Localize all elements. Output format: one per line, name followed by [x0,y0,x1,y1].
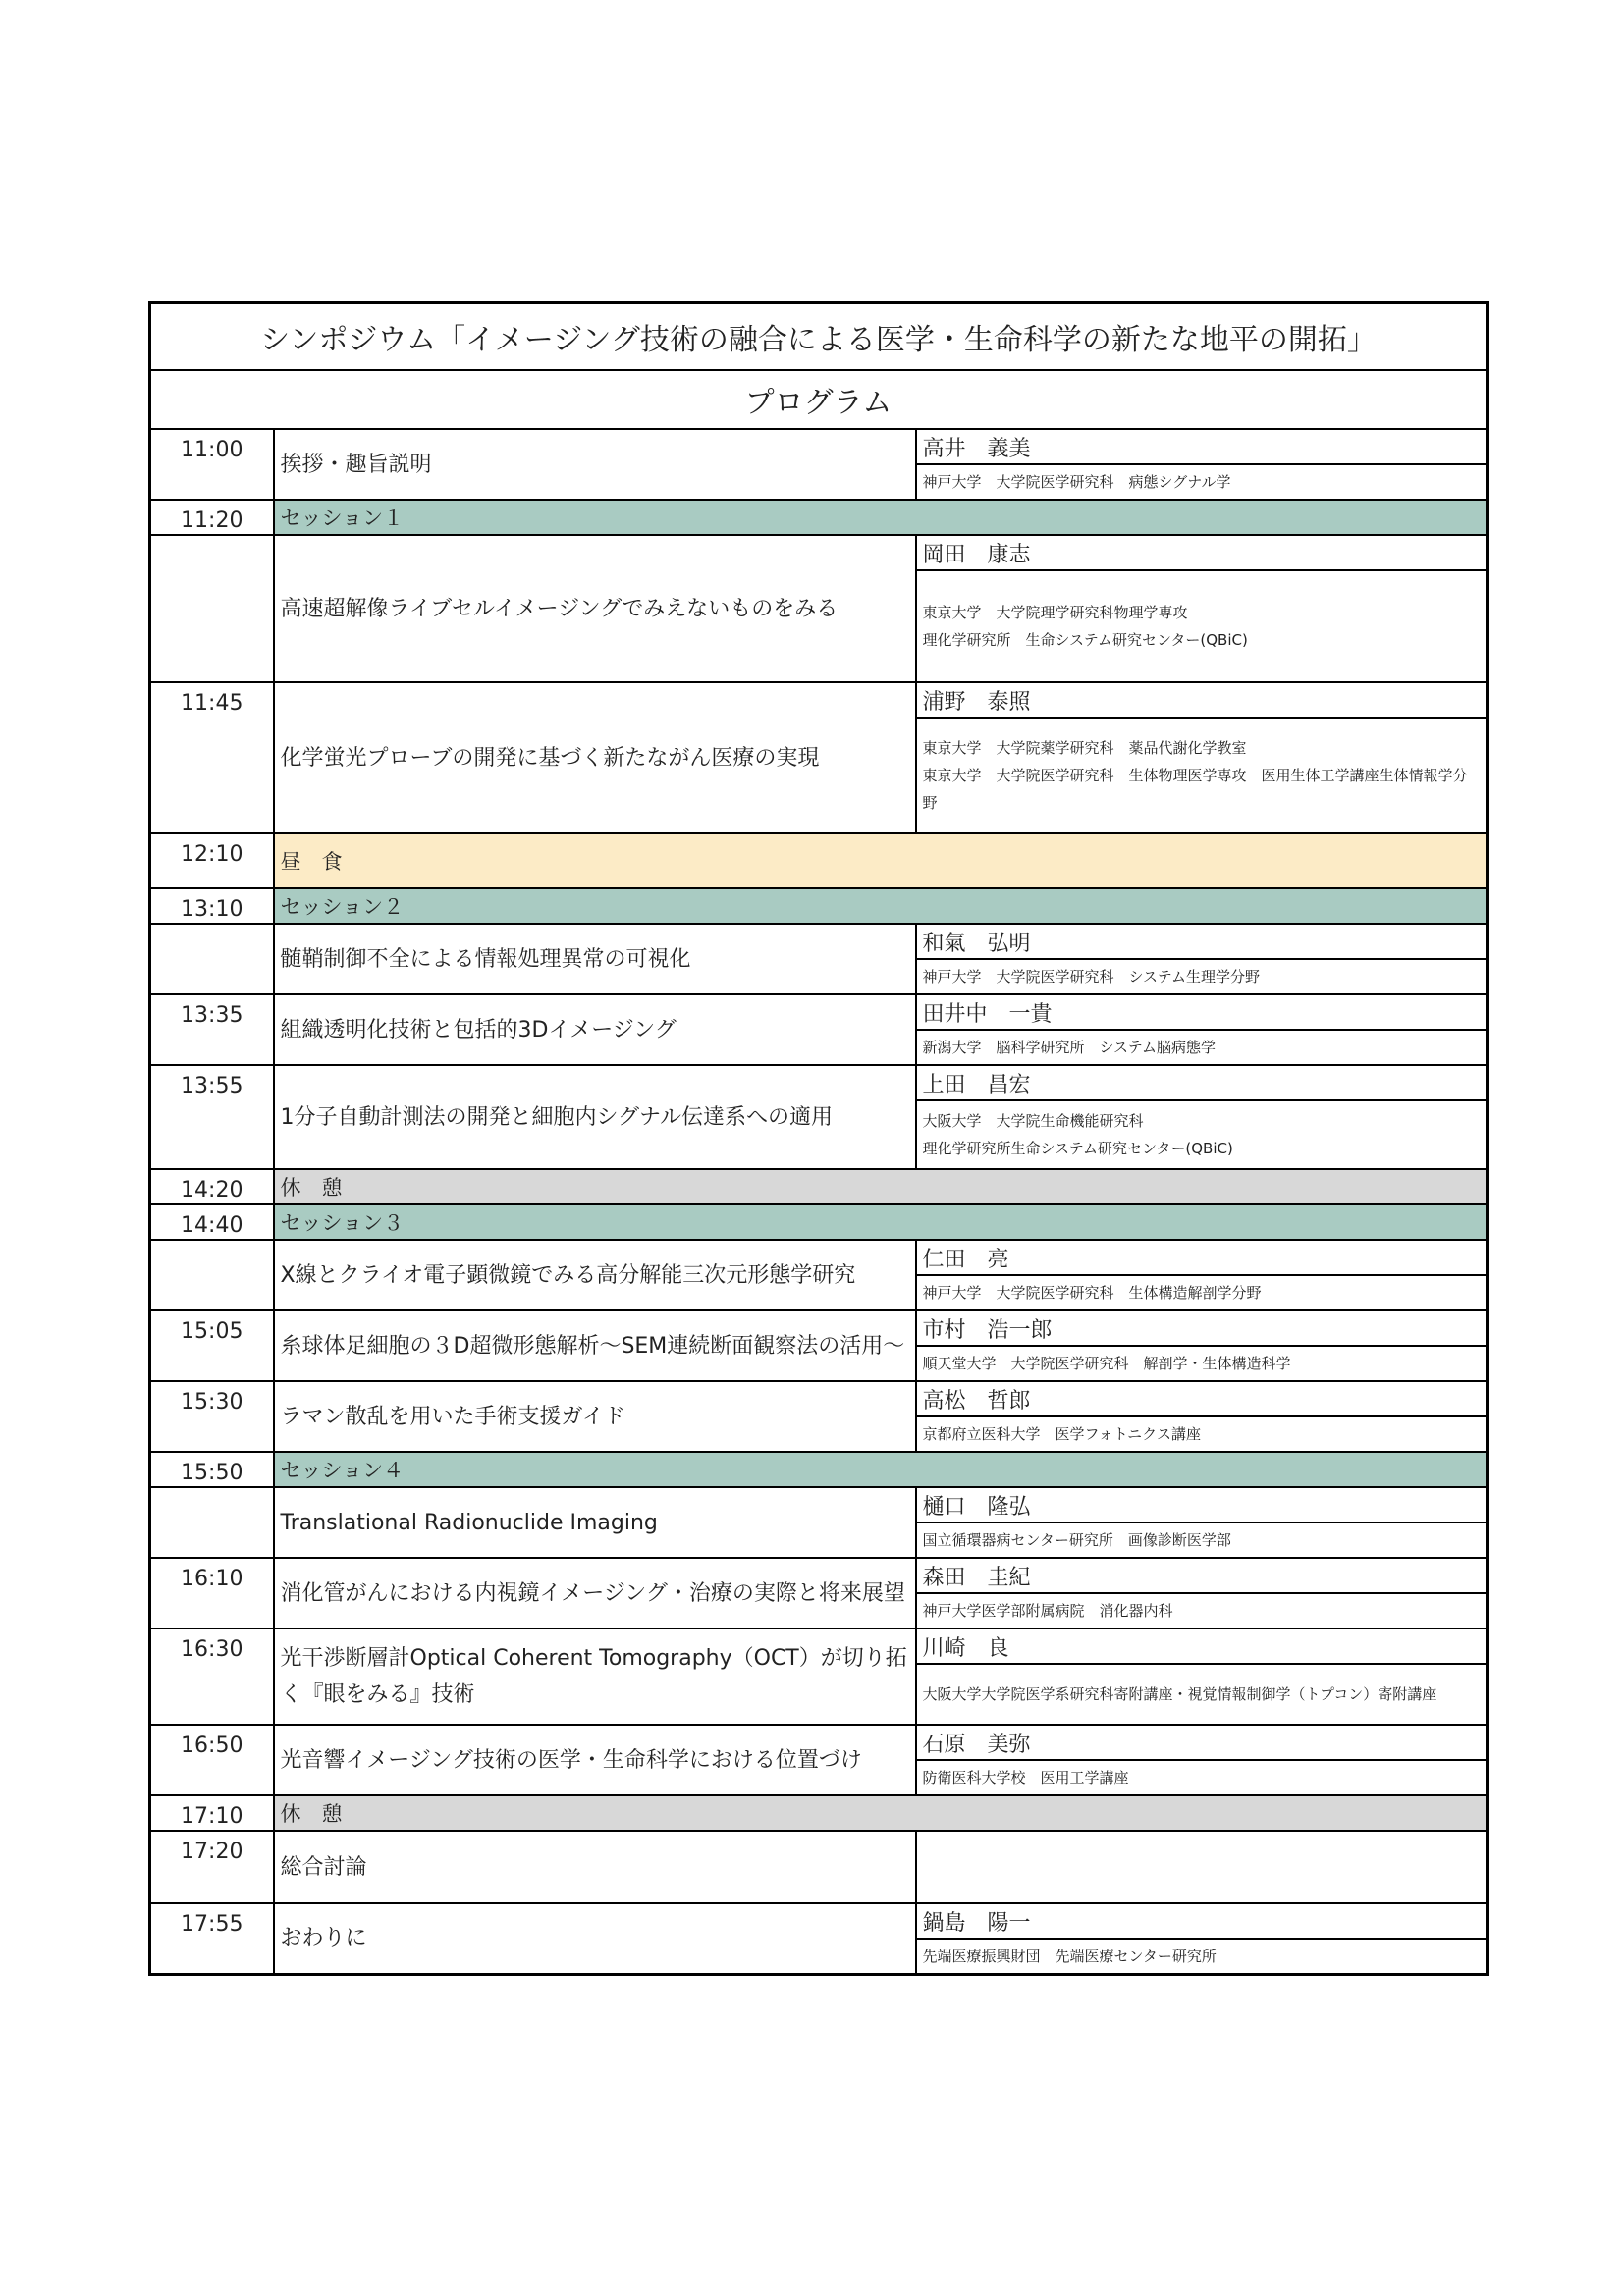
session-label: セッション４ [274,1452,1488,1487]
program-row [150,1240,1488,1275]
affiliation-line: 神戸大学 大学院医学研究科 病態シグナル学 [922,473,1231,491]
time-cell: 16:50 [150,1725,274,1795]
speaker-affiliation [916,1416,1488,1452]
time-cell: 14:20 [150,1169,274,1204]
speaker-name: 樋口 隆弘 [916,1487,1488,1522]
time-cell: 11:20 [150,500,274,535]
program-heading: プログラム [150,370,1488,429]
break-label: 休 憩 [274,1169,1488,1204]
talk-title: 光音響イメージング技術の医学・生命科学における位置づけ [274,1725,916,1795]
talk-title: 高速超解像ライブセルイメージングでみえないものをみる [274,535,916,682]
time-cell: 17:55 [150,1903,274,1974]
speaker-affiliation [916,1346,1488,1381]
speaker-name: 石原 美弥 [916,1725,1488,1760]
speaker-name: 高松 哲郎 [916,1381,1488,1416]
break-label: 休 憩 [274,1795,1488,1831]
time-cell: 13:35 [150,994,274,1065]
program-row [150,1903,1488,1939]
affiliation-line: 大阪大学大学院医学系研究科寄附講座・視覚情報制御学（トプコン）寄附講座 [922,1685,1437,1703]
speaker-affiliation [916,570,1488,682]
time-cell: 14:40 [150,1204,274,1240]
affiliation-line: 神戸大学 大学院医学研究科 生体構造解剖学分野 [922,1284,1262,1302]
speaker-name: 和氣 弘明 [916,924,1488,959]
time-cell [150,1487,274,1558]
time-cell: 16:30 [150,1629,274,1725]
time-cell: 15:05 [150,1310,274,1381]
time-cell: 12:10 [150,833,274,888]
time-cell: 15:30 [150,1381,274,1452]
speaker-affiliation [916,1100,1488,1169]
speaker-affiliation [916,464,1488,500]
program-row [150,1487,1488,1522]
speaker-name: 浦野 泰照 [916,682,1488,718]
speaker-affiliation [916,1275,1488,1310]
talk-title: 1分子自動計測法の開発と細胞内シグナル伝達系への適用 [274,1065,916,1169]
affiliation-line: 東京大学 大学院理学研究科物理学専攻 [922,604,1188,621]
session-row [150,1452,1488,1487]
empty-cell [916,1831,1488,1903]
program-row [150,994,1488,1030]
program-table [148,301,1489,1976]
break-row [150,1795,1488,1831]
speaker-affiliation [916,959,1488,994]
time-cell [150,535,274,682]
talk-title: 挨拶・趣旨説明 [274,429,916,500]
lunch-row [150,833,1488,888]
affiliation-line: 理化学研究所生命システム研究センター(QBiC) [922,1140,1233,1157]
speaker-name: 市村 浩一郎 [916,1310,1488,1346]
affiliation-line: 神戸大学 大学院医学研究科 システム生理学分野 [922,968,1261,986]
talk-title: 髄鞘制御不全による情報処理異常の可視化 [274,924,916,994]
time-cell: 11:45 [150,682,274,833]
program-row [150,1831,1488,1903]
lunch-label: 昼 食 [274,833,1488,888]
speaker-name: 森田 圭紀 [916,1558,1488,1593]
speaker-name: 高井 義美 [916,429,1488,464]
talk-title: 総合討論 [274,1831,916,1903]
talk-title: 組織透明化技術と包括的3Dイメージング [274,994,916,1065]
session-row [150,1204,1488,1240]
symposium-title: シンポジウム「イメージング技術の融合による医学・生命科学の新たな地平の開拓」 [150,303,1488,371]
speaker-name: 鍋島 陽一 [916,1903,1488,1939]
talk-title: 糸球体足細胞の３D超微形態解析～SEM連続断面観察法の活用～ [274,1310,916,1381]
talk-title: Translational Radionuclide Imaging [274,1487,916,1558]
speaker-name: 川崎 良 [916,1629,1488,1664]
speaker-affiliation [916,1522,1488,1558]
talk-title: ラマン散乱を用いた手術支援ガイド [274,1381,916,1452]
time-cell: 17:10 [150,1795,274,1831]
speaker-affiliation [916,1593,1488,1629]
program-row [150,1725,1488,1760]
speaker-affiliation [916,1664,1488,1725]
time-cell [150,1240,274,1310]
speaker-name: 田井中 一貴 [916,994,1488,1030]
time-cell: 16:10 [150,1558,274,1629]
program-row [150,1381,1488,1416]
program-row [150,1310,1488,1346]
affiliation-line: 新潟大学 脳科学研究所 システム脳病態学 [922,1039,1217,1056]
program-row [150,682,1488,718]
title-row [150,303,1488,371]
session-row [150,500,1488,535]
affiliation-line: 理化学研究所 生命システム研究センター(QBiC) [922,631,1248,649]
subtitle-row [150,370,1488,429]
program-row [150,1558,1488,1593]
speaker-affiliation [916,1760,1488,1795]
talk-title: 化学蛍光プローブの開発に基づく新たながん医療の実現 [274,682,916,833]
affiliation-line: 順天堂大学 大学院医学研究科 解剖学・生体構造科学 [922,1355,1291,1372]
time-cell: 17:20 [150,1831,274,1903]
break-row [150,1169,1488,1204]
affiliation-line: 国立循環器病センター研究所 画像診断医学部 [922,1531,1231,1549]
program-row [150,429,1488,464]
time-cell [150,924,274,994]
speaker-affiliation [916,1030,1488,1065]
time-cell: 13:55 [150,1065,274,1169]
speaker-name: 仁田 亮 [916,1240,1488,1275]
speaker-affiliation [916,718,1488,833]
talk-title: X線とクライオ電子顕微鏡でみる高分解能三次元形態学研究 [274,1240,916,1310]
affiliation-line: 先端医療振興財団 先端医療センター研究所 [922,1947,1217,1965]
program-row [150,1629,1488,1664]
time-cell: 13:10 [150,888,274,924]
speaker-name: 上田 昌宏 [916,1065,1488,1100]
talk-title: 消化管がんにおける内視鏡イメージング・治療の実際と将来展望 [274,1558,916,1629]
program-row [150,1065,1488,1100]
program-row [150,535,1488,570]
session-label: セッション１ [274,500,1488,535]
speaker-name: 岡田 康志 [916,535,1488,570]
affiliation-line: 防衛医科大学校 医用工学講座 [922,1769,1129,1787]
session-label: セッション３ [274,1204,1488,1240]
program-row [150,924,1488,959]
talk-title: おわりに [274,1903,916,1974]
talk-title: 光干渉断層計Optical Coherent Tomography（OCT）が切り拓く『眼をみる』技術 [274,1629,916,1725]
session-row [150,888,1488,924]
time-cell: 15:50 [150,1452,274,1487]
affiliation-line: 東京大学 大学院医学研究科 生体物理医学専攻 医用生体工学講座生体情報学分野 [922,767,1468,812]
affiliation-line: 神戸大学医学部附属病院 消化器内科 [922,1602,1173,1620]
affiliation-line: 東京大学 大学院薬学研究科 薬品代謝化学教室 [922,739,1247,757]
session-label: セッション２ [274,888,1488,924]
affiliation-line: 大阪大学 大学院生命機能研究科 [922,1112,1144,1130]
affiliation-line: 京都府立医科大学 医学フォトニクス講座 [922,1425,1202,1443]
time-cell: 11:00 [150,429,274,500]
speaker-affiliation [916,1939,1488,1974]
